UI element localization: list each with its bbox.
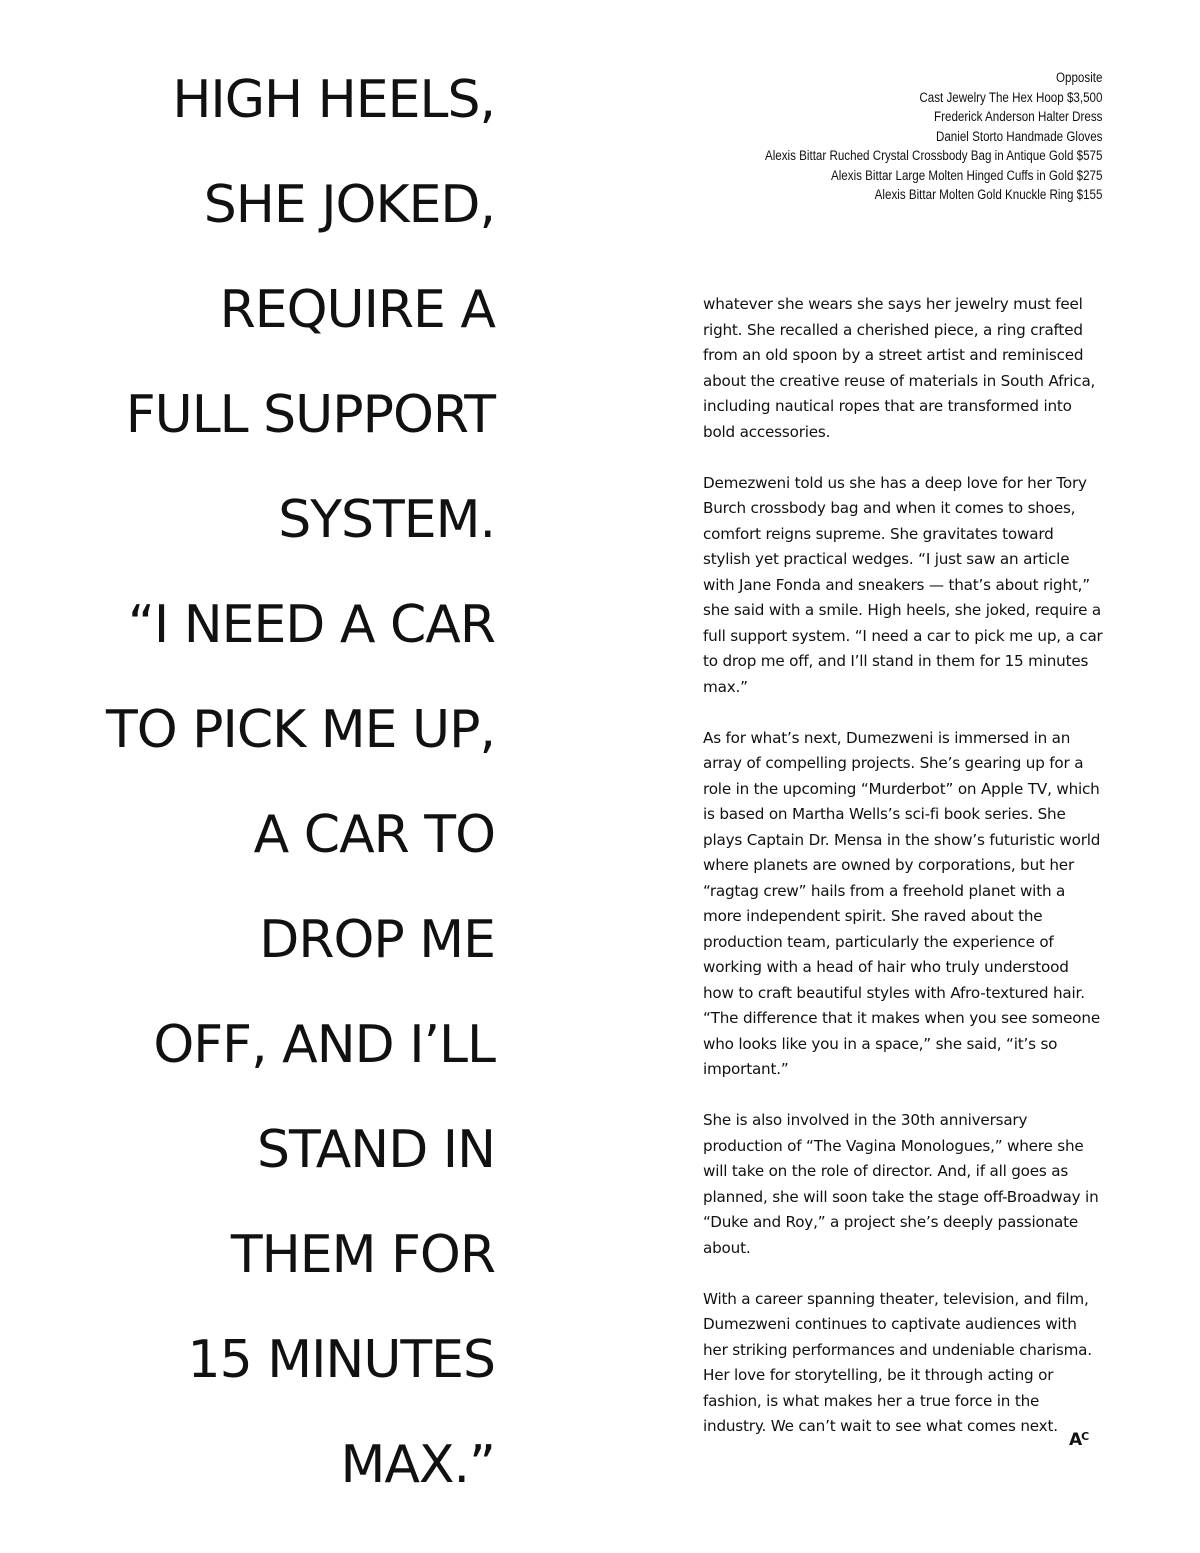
credits-heading: Opposite: [1055, 70, 1102, 85]
article-paragraph: As for what’s next, Dumezweni is immersed in an array of compelling projects. She’s gearing up for a role in the upcoming “Murderbot” on Apple TV, which is based on Martha Wells’s sci-fi book series. She plays Captain Dr. Mensa in the show’s futuristic world where planets are owned by corporations, but her “ragtag crew” hails from a freehold planet with a more independent spirit. She raved about the production team, particularly the experience of working with a head of hair who truly understood how to craft beautiful styles with Afro-textured hair. “The difference that it makes when you see someone who looks like you in a space,” she said, “it’s so important.”: [703, 728, 1101, 1078]
pull-quote-line: THEM FOR: [230, 1225, 495, 1285]
article-paragraph: She is also involved in the 30th anniversary production of “The Vagina Monologues,” where she will take on the role of director. And, if all goes as planned, she will soon take the stage off-Broadway in “Duke and Roy,” a project she’s deeply passionate about.: [703, 1111, 1099, 1257]
article-paragraph: whatever she wears she says her jewelry must feel right. She recalled a cherished piece, a ring crafted from an old spoon by a street artist and reminisced about the creative reuse of materials in South Africa, including nautical ropes that are transformed into bold accessories.: [703, 295, 1096, 441]
pull-quote-line: SHE JOKED,: [203, 175, 495, 235]
pull-quote: [40, 48, 495, 1518]
pull-quote-line: STAND IN: [256, 1120, 495, 1180]
pull-quote-line: MAX.”: [340, 1435, 495, 1495]
end-mark-letter-c: C: [1081, 1430, 1090, 1443]
pull-quote-line: “I NEED A CAR: [127, 595, 495, 655]
credit-item: Cast Jewelry The Hex Hoop $3,500: [918, 89, 1102, 105]
pull-quote-line: FULL SUPPORT: [125, 385, 495, 445]
pull-quote-line: A CAR TO: [253, 805, 495, 865]
pull-quote-line: TO PICK ME UP,: [105, 700, 495, 760]
credit-item: Alexis Bittar Large Molten Hinged Cuffs in Gold $275: [830, 167, 1102, 183]
pull-quote-line: OFF, AND I’LL: [153, 1015, 495, 1075]
article-body: [703, 292, 1103, 1440]
end-mark-letter-a: A: [1069, 1430, 1083, 1450]
pull-quote-line: 15 MINUTES: [187, 1330, 495, 1390]
pull-quote-line: REQUIRE A: [219, 280, 495, 340]
article-paragraph: With a career spanning theater, television, and film, Dumezweni continues to captivate audiences with her striking performances and undeniable charisma. Her love for storytelling, be it through acting or fashion, is what makes her a true force in the industry. We can’t wait to see what comes next.: [703, 1289, 1092, 1435]
credit-item: Frederick Anderson Halter Dress: [933, 109, 1102, 124]
credit-item: Alexis Bittar Ruched Crystal Crossbody Bag in Antique Gold $575: [764, 148, 1102, 163]
credit-item: Daniel Storto Handmade Gloves: [935, 128, 1102, 144]
end-mark-logo: [1069, 1430, 1089, 1450]
photo-credits: [764, 68, 1102, 205]
credit-item: Alexis Bittar Molten Gold Knuckle Ring $155: [874, 187, 1102, 202]
pull-quote-line: DROP ME: [259, 910, 495, 970]
pull-quote-line: SYSTEM.: [278, 490, 495, 550]
pull-quote-line: HIGH HEELS,: [172, 70, 495, 130]
article-paragraph: Demezweni told us she has a deep love for her Tory Burch crossbody bag and when it comes to shoes, comfort reigns supreme. She gravitates toward stylish yet practical wedges. “I just saw an article with Jane Fonda and sneakers — that’s about right,” she said with a smile. High heels, she joked, require a full support system. “I need a car to pick me up, a car to drop me off, and I’ll stand in them for 15 minutes max.”: [703, 473, 1103, 696]
